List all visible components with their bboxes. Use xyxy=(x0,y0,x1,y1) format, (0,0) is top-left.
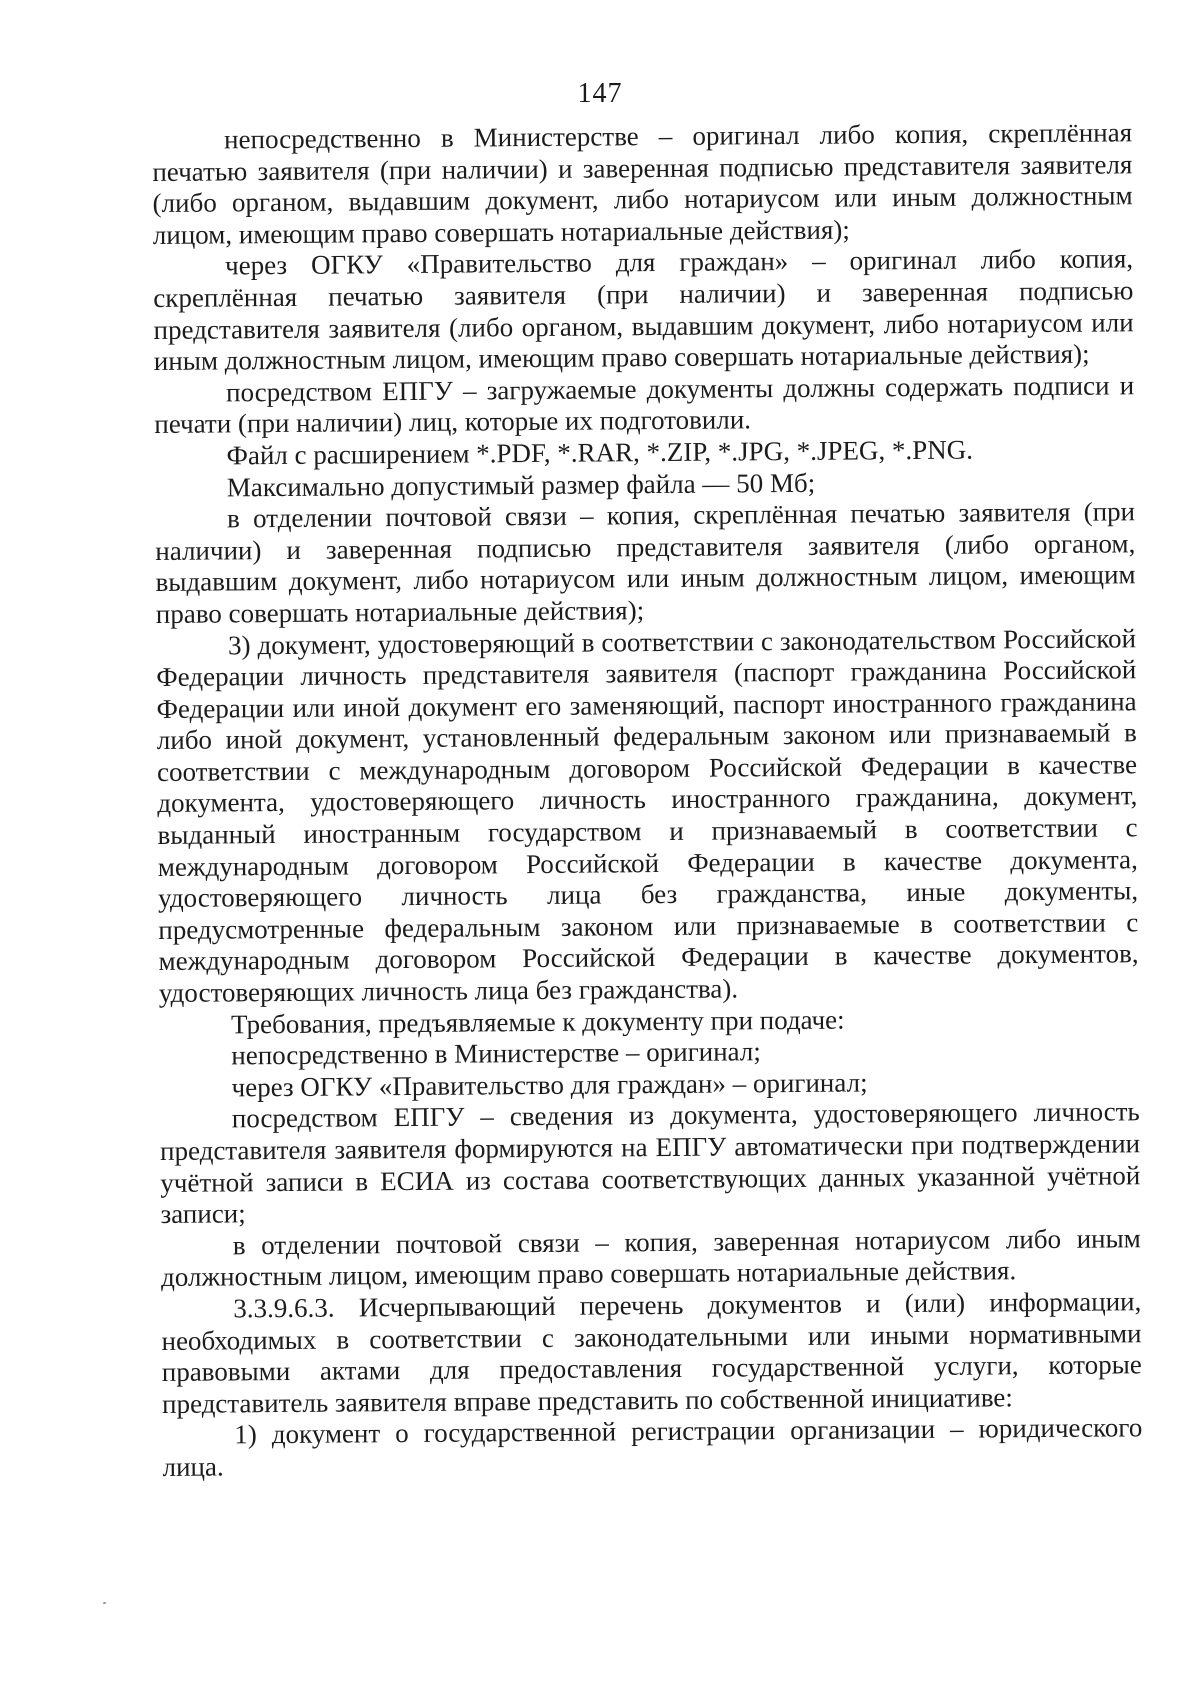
paragraph-ministry-original-short: непосредственно в Министерстве – оригинал; xyxy=(231,1036,761,1071)
paragraph-file-extensions: Файл с расширением *.PDF, *.RAR, *.ZIP, *.JPG, *.JPEG, *.PNG. xyxy=(226,434,974,471)
paragraph-max-file-size: Максимально допустимый размер файла — 50 Мб; xyxy=(226,467,816,502)
paragraph-post-office-copy: в отделении почтовой связи – копия, скреплённая печатью заявителя (при наличии) и заверенная подписью представителя заявителя (либо органом, выдавшим документ, либо нотариусом или иным должностным лицом, имеющим право совершать нотариальные действия); xyxy=(155,496,1136,629)
paragraph-ministry-original: непосредственно в Министерстве – оригинал либо копия, скреплённая печатью заявителя (при наличии) и заверенная подписью представителя заявителя (либо органом, выдавшим документ, либо нотариусом или иным должностным лицом, имеющим право совершать нотариальные действия); xyxy=(152,117,1133,250)
paragraph-ogku-original: через ОГКУ «Правительство для граждан» – оригинал либо копия, скреплённая печатью заявителя (при наличии) и заверенная подписью представителя заявителя (либо органом, выдавшим документ, либо нотариусом или иным должностным лицом, имеющим право совершать нотариальные действия); xyxy=(153,243,1134,377)
paragraph-state-registration: 1) документ о государственной регистрации организации – юридического лица. xyxy=(162,1412,1143,1482)
page-number: 147 xyxy=(577,78,623,109)
paragraph-requirements-heading: Требования, предъявляемые к документу при подаче: xyxy=(230,1004,845,1040)
paragraph-identity-document: 3) документ, удостоверяющий в соответствии с законодательством Российской Федерации личность представителя заявителя (паспорт гражданина Российской Федерации или иной документ его заменяющий, паспорт иностранного гражданина либо иной документ, установленный федеральным законом или признаваемый в соответствии с международным договором Российской Федерации в качестве документа, удостоверяющего личность иностранного гражданина, документ, выданный иностранным государством и признаваемый в соответствии с международным договором Российской Федерации в качестве документа, удостоверяющего личность лица без гражданства, иные документы, предусмотренные федеральным законом или признаваемые в соответствии с международным договором Российской Федерации в качестве документов, удостоверяющих личность лица без гражданства). xyxy=(156,622,1139,1009)
paragraph-ogku-original-short: через ОГКУ «Правительство для граждан» – оригинал; xyxy=(231,1067,868,1103)
document-body xyxy=(152,117,1143,1483)
paragraph-post-office-notary: в отделении почтовой связи – копия, заверенная нотариусом либо иным должностным лицом, имеющим право совершать нотариальные действия. xyxy=(160,1223,1141,1293)
paragraph-section-3-3-9-6-3: 3.3.9.6.3. Исчерпывающий перечень документов и (или) информации, необходимых в соответствии с законодательными или иными нормативными правовыми актами для предоставления государственной услуги, которые представитель заявителя вправе представить по собственной инициативе: xyxy=(161,1286,1142,1419)
paragraph-epgu-esia: посредством ЕПГУ – сведения из документа, удостоверяющего личность представителя заявителя формируются на ЕПГУ автоматически при подтверждении учётной записи в ЕСИА из состава соответствующих данных указанной учётной записи; xyxy=(159,1096,1141,1230)
scan-speck xyxy=(103,1602,106,1604)
paragraph-epgu-upload: посредством ЕПГУ – загружаемые документы должны содержать подписи и печати (при наличии) лиц, которые их подготовили. xyxy=(154,370,1135,440)
